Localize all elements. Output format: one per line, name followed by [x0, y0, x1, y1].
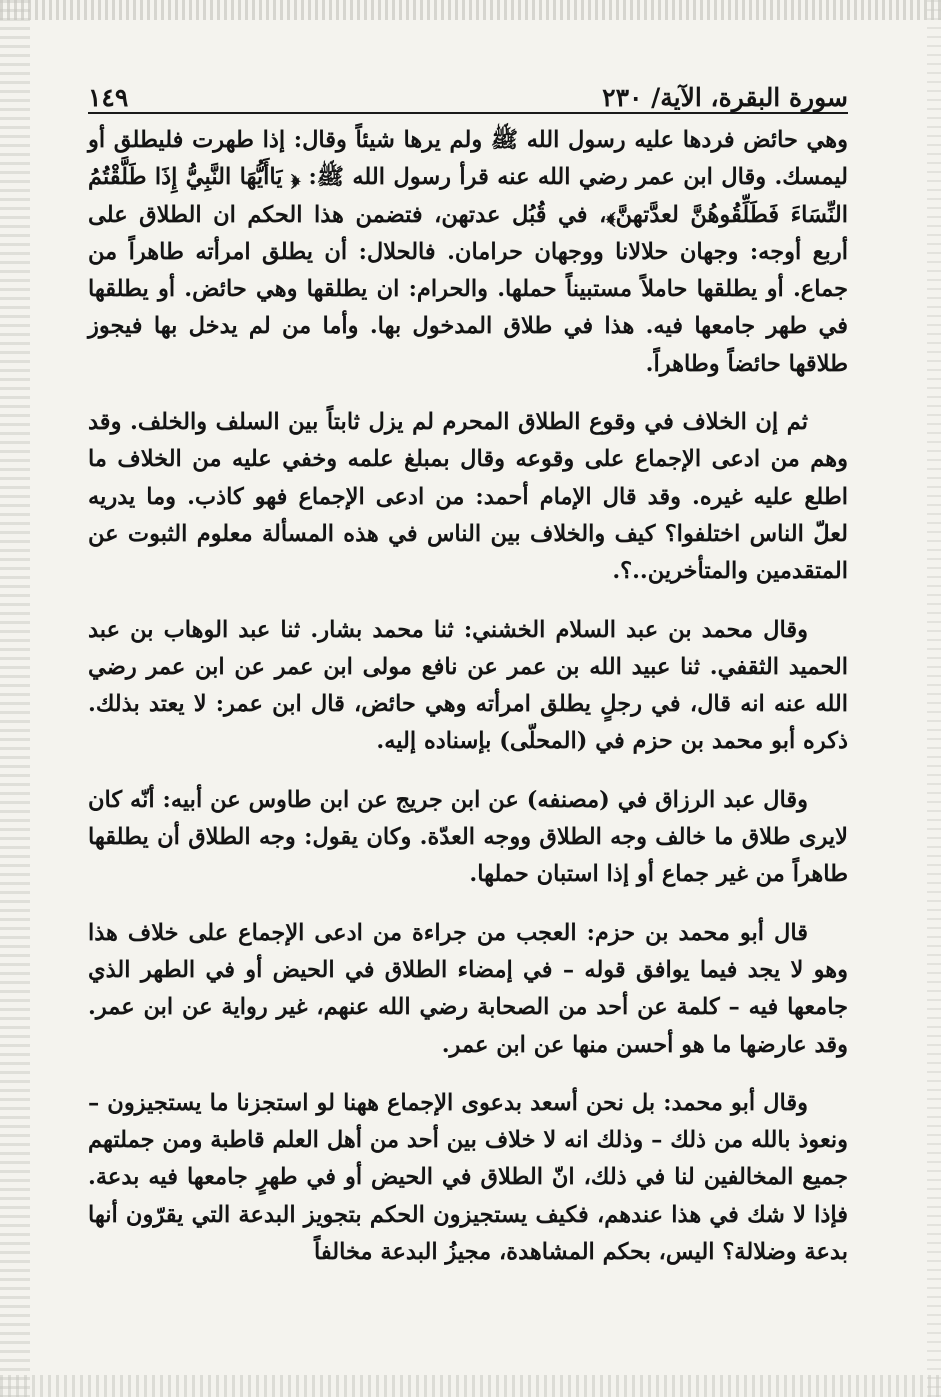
scan-border-top: [0, 0, 941, 20]
running-header: [88, 60, 848, 114]
paragraph-5: قال أبو محمد بن حزم: العجب من جراءة من ادعى الإجماع على خلاف هذا وهو لا يجد فيما يوافق قوله – في إمضاء الطلاق في الحيض أو في الطهر الذي جامعها فيه – كلمة عن أحد من الصحابة رضي الله عنهم، غير رواية عن ابن عمر. وقد عارضها ما هو أحسن منها عن ابن عمر.: [88, 919, 848, 1058]
page-number: ١٤٩: [88, 83, 129, 112]
body-text: [88, 122, 848, 1271]
paragraph-2: ثم إن الخلاف في وقوع الطلاق المحرم لم يزل ثابتاً بين السلف والخلف. وقد وهم من ادعى الإجماع على وقوعه وقال بمبلغ علمه وخفي عليه من الخلاف ما اطلع عليه غيره. وقد قال الإمام أحمد: من ادعى الإجماع فهو كاذب. وما يدريه لعلّ الناس اختلفوا؟ كيف والخلاف بين الناس في هذه المسألة معلوم الثبوت عن المتقدمين والمتأخرين..؟.: [88, 409, 848, 585]
paragraph-1: وهي حائض فردها عليه رسول الله ﷺ ولم يرها شيئاً وقال: إذا طهرت فليطلق أو ليمسك. وقال ابن عمر رضي الله عنه قرأ رسول الله ﷺ: ﴿ يَاأَيُّهَا النَّبِيُّ إِذَا طَلَّقْتُمُ النِّسَاءَ فَطَلِّقُوهُنَّ لعدَّتهنَّ﴾، في قُبُل عدتهن، فتضمن هذا الحكم ان الطلاق على أربع أوجه: وجهان حلالانا ووجهان حرامان. فالحلال: أن يطلق امرأته طاهراً من جماع. أو يطلقها حاملاً مستبيناً حملها. والحرام: ان يطلقها وهي حائض. أو يطلقها في طهر جامعها فيه. هذا في طلاق المدخول بها. وأما من لم يدخل بها فيجوز طلاقها حائضاً وطاهراً.: [88, 127, 848, 377]
paragraph-6: وقال أبو محمد: بل نحن أسعد بدعوى الإجماع ههنا لو استجزنا ما يستجيزون – ونعوذ بالله من ذلك – وذلك انه لا خلاف بين أحد من أهل العلم قاطبة ومن جملتهم جميع المخالفين لنا في ذلك، انّ الطلاق في الحيض أو في طهرٍ جامعها فيه بدعة. فإذا لا شك في هذا عندهم، فكيف يستجيزون الحكم بتجويز البدعة التي يقرّون أنها بدعة وضلالة؟ اليس، بحكم المشاهدة، مجيزُ البدعة مخالفاً: [88, 1089, 848, 1266]
book-page: [88, 60, 848, 1271]
scan-border-right: [927, 0, 941, 1397]
scan-border-left: [0, 0, 30, 1397]
running-header-title: سورة البقرة، الآية/ ٢٣٠: [602, 83, 848, 112]
paragraph-3: وقال محمد بن عبد السلام الخشني: ثنا محمد بشار. ثنا عبد الوهاب بن عبد الحميد الثقفي. ثنا عبيد الله بن عمر عن نافع مولى ابن عمر عن ابن عمر رضي الله عنه انه قال، في رجلٍ يطلق امرأته وهي حائض، قال ابن عمر: لا يعتد بذلك. ذكره أبو محمد بن حزم في (المحلّى) بإسناده إليه.: [88, 616, 848, 755]
paragraph-4: وقال عبد الرزاق في (مصنفه) عن ابن جريج عن ابن طاوس عن أبيه: أنّه كان لايرى طلاق ما خالف وجه الطلاق ووجه العدّة. وكان يقول: وجه الطلاق أن يطلقها طاهراً من غير جماع أو إذا استبان حملها.: [88, 786, 848, 888]
scan-border-bottom: [0, 1375, 941, 1397]
